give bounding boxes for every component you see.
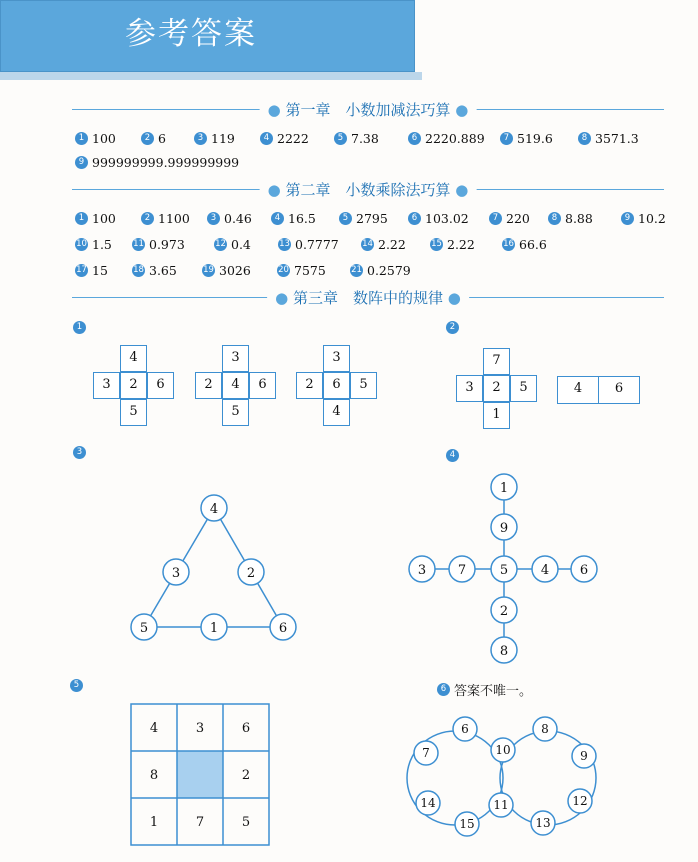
number-badge: 3: [194, 132, 207, 145]
q1-cross-2-left: 2: [195, 372, 222, 399]
question-5-label: 5: [70, 679, 83, 692]
question-6-label: 6: [437, 683, 450, 696]
q1-cross-2-bottom: 5: [222, 399, 249, 426]
q2-pair-right: 6: [598, 376, 640, 404]
number-badge: 20: [278, 265, 289, 275]
question-3-label: 3: [73, 446, 86, 459]
q3-value-bottom-right: 6: [278, 621, 288, 636]
number-badge: 4: [260, 132, 273, 145]
q2-bottom: 1: [483, 402, 510, 429]
answer-value: 0.46: [224, 211, 252, 226]
q1-cross-3-bottom: 4: [323, 399, 350, 426]
answer-value: 999999999.999999999: [92, 155, 240, 170]
chapter-3-title: 第三章 数阵中的规律: [292, 289, 444, 307]
number-badge: 6: [408, 132, 421, 145]
q1-cross-1-top: 4: [120, 345, 147, 372]
answer-value: 220: [506, 211, 530, 226]
number-badge: 14: [362, 239, 373, 249]
q6-value: 14: [420, 796, 436, 810]
answer-value: 7575: [294, 263, 326, 278]
number-badge: 21: [351, 265, 362, 275]
q2-left: 3: [456, 375, 483, 402]
number-badge: 5: [334, 132, 347, 145]
q3-value-top: 4: [209, 502, 219, 517]
q4-value-v2: 9: [499, 521, 509, 536]
q4-value-v5: 8: [499, 644, 509, 659]
q1-cross-1-bottom: 5: [120, 399, 147, 426]
answer-value: 2222: [277, 131, 309, 146]
q1-cross-1-right: 6: [147, 372, 174, 399]
number-badge: 15: [431, 239, 442, 249]
number-badge: 18: [133, 265, 144, 275]
q3-value-mid-left: 3: [171, 566, 181, 581]
answer-value: 15: [92, 263, 108, 278]
q3-value-mid-right: 2: [246, 566, 256, 581]
number-badge: 10: [76, 239, 87, 249]
answer-value: 7.38: [351, 131, 379, 146]
number-badge: 9: [621, 212, 634, 225]
number-badge: 19: [203, 265, 214, 275]
answer-value: 100: [92, 131, 116, 146]
q5-cell: 7: [195, 815, 205, 830]
q5-cell: 2: [241, 768, 251, 783]
number-badge: 2: [141, 212, 154, 225]
q5-cell: 8: [149, 768, 159, 783]
q4-value-v1: 1: [499, 481, 509, 496]
question-1-label: 1: [73, 321, 86, 334]
answer-value: 1100: [158, 211, 190, 226]
q6-value: 6: [461, 722, 469, 736]
q2-top: 7: [483, 348, 510, 375]
q5-center-highlight: [177, 751, 223, 798]
answer-value: 8.88: [565, 211, 593, 226]
q5-cell: 5: [241, 815, 251, 830]
q1-cross-1-left: 3: [93, 372, 120, 399]
q2-right: 5: [510, 375, 537, 402]
answer-value: 0.973: [149, 237, 185, 252]
answer-value: 6: [158, 131, 166, 146]
answer-value: 2.22: [447, 237, 475, 252]
q4-value-h5: 6: [579, 563, 589, 578]
q1-cross-1-center: 2: [120, 372, 147, 399]
q6-value: 12: [572, 794, 588, 808]
number-badge: 2: [141, 132, 154, 145]
q4-value-h2: 7: [457, 563, 467, 578]
q6-value: 11: [493, 798, 509, 812]
answer-value: 2220.889: [425, 131, 485, 146]
chapter-1-title: 第一章 小数加减法巧算: [285, 101, 451, 119]
answer-value: 3026: [219, 263, 251, 278]
q6-value: 7: [422, 746, 430, 760]
answer-value: 119: [211, 131, 235, 146]
number-badge: 11: [133, 239, 144, 249]
answer-value: 519.6: [517, 131, 553, 146]
q6-value: 10: [495, 743, 511, 757]
answer-value: 3571.3: [595, 131, 639, 146]
q3-value-bottom-left: 5: [139, 621, 149, 636]
answer-value: 100: [92, 211, 116, 226]
page-title: 参考答案: [125, 16, 257, 52]
answer-value: 0.7777: [295, 237, 339, 252]
number-badge: 7: [489, 212, 502, 225]
q2-center: 2: [483, 375, 510, 402]
answer-value: 1.5: [92, 237, 112, 252]
chapter-2-heading: ● 第二章 小数乘除法巧算 ●: [72, 179, 664, 199]
q1-cross-3-left: 2: [296, 372, 323, 399]
answer-value: 2795: [356, 211, 388, 226]
number-badge: 9: [75, 156, 88, 169]
q5-cell: 1: [149, 815, 159, 830]
q6-value: 15: [459, 817, 475, 831]
chapter-3-heading: ● 第三章 数阵中的规律 ●: [72, 287, 664, 307]
number-badge: 1: [75, 132, 88, 145]
q1-cross-3-right: 5: [350, 372, 377, 399]
q4-value-h4: 4: [540, 563, 550, 578]
number-badge: 6: [408, 212, 421, 225]
answer-value: 66.6: [519, 237, 547, 252]
answer-value: 2.22: [378, 237, 406, 252]
q5-cell: 6: [241, 721, 251, 736]
number-badge: 8: [548, 212, 561, 225]
q1-cross-2-center: 4: [222, 372, 249, 399]
q1-cross-2-top: 3: [222, 345, 249, 372]
number-badge: 5: [339, 212, 352, 225]
number-badge: 7: [500, 132, 513, 145]
number-badge: 1: [75, 212, 88, 225]
q4-value-h1: 3: [417, 563, 427, 578]
answer-value: 0.2579: [367, 263, 411, 278]
number-badge: 4: [271, 212, 284, 225]
q6-note: [437, 680, 532, 699]
answer-value: 0.4: [231, 237, 251, 252]
answer-value: 3.65: [149, 263, 177, 278]
number-badge: 12: [215, 239, 226, 249]
q1-cross-2-right: 6: [249, 372, 276, 399]
q6-note-text: 答案不唯一。: [454, 684, 533, 699]
q3-value-bottom-mid: 1: [209, 621, 219, 636]
q5-cell: 4: [149, 721, 159, 736]
q4-value-center: 5: [499, 563, 509, 578]
q6-value: 13: [535, 816, 551, 830]
chapter-2-title: 第二章 小数乘除法巧算: [285, 181, 451, 199]
q2-pair-left: 4: [557, 376, 599, 404]
number-badge: 16: [503, 239, 514, 249]
answer-value: 10.2: [638, 211, 666, 226]
q5-cell: 3: [195, 721, 205, 736]
q6-value: 9: [580, 749, 588, 763]
number-badge: 13: [279, 239, 290, 249]
answer-value: 16.5: [288, 211, 316, 226]
q4-value-v4: 2: [499, 604, 509, 619]
chapter-1-heading: ● 第一章 小数加减法巧算 ●: [72, 99, 664, 119]
number-badge: 3: [207, 212, 220, 225]
q1-cross-3-top: 3: [323, 345, 350, 372]
question-4-label: 4: [446, 449, 459, 462]
question-2-label: 2: [446, 321, 459, 334]
q6-value: 8: [541, 722, 549, 736]
q1-cross-3-center: 6: [323, 372, 350, 399]
number-badge: 8: [578, 132, 591, 145]
answer-value: 103.02: [425, 211, 469, 226]
number-badge: 17: [76, 265, 87, 275]
